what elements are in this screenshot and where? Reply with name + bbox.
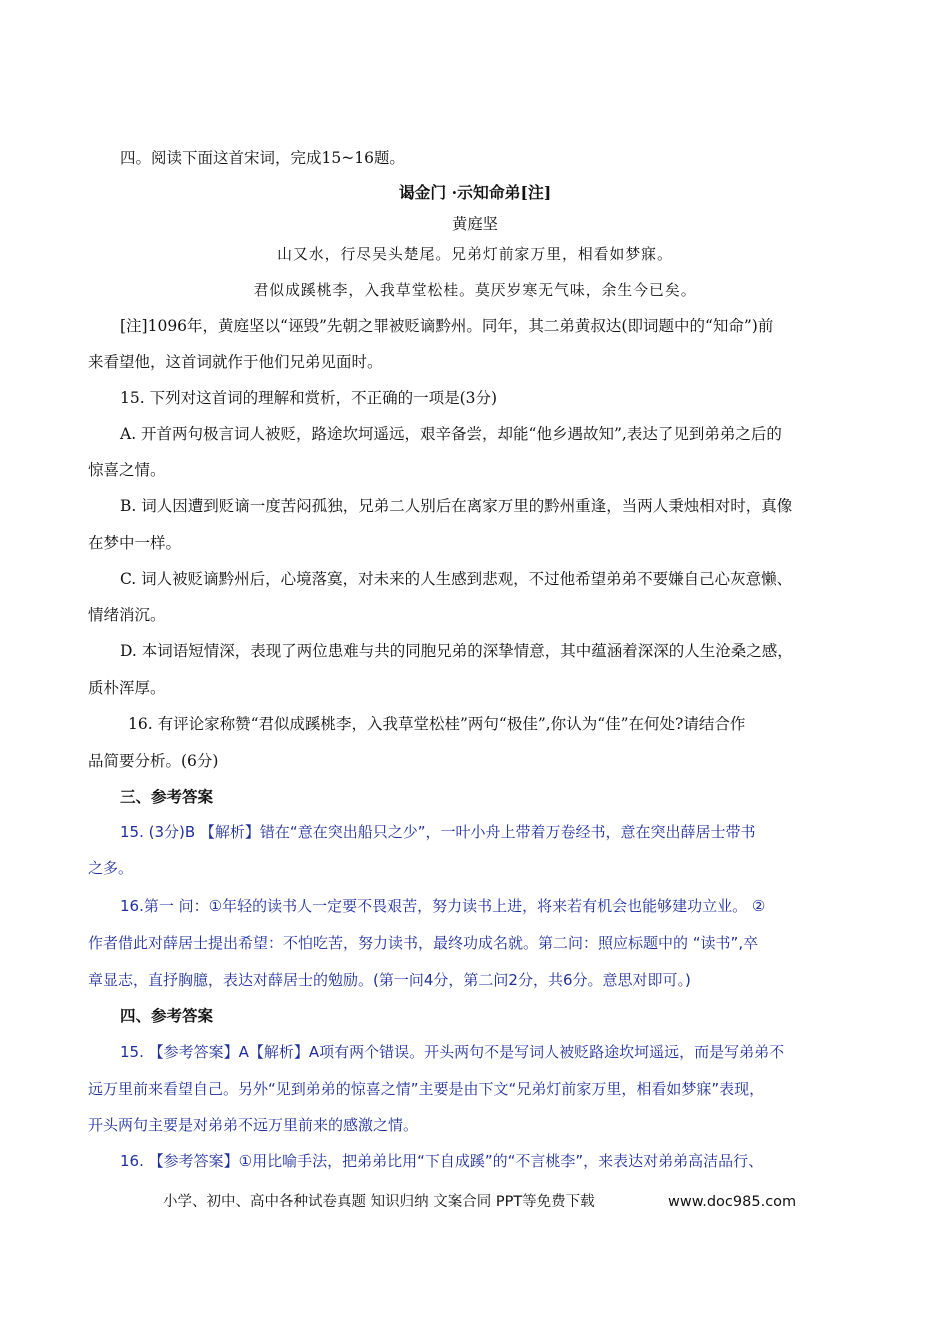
poem-author: 黄庭坚 (451, 215, 498, 233)
answer-3-15-line-1: 15. (3分)B 【解析】错在“意在突出船只之少”，一叶小舟上带着万卷经书，意在突出薛居士带书 (120, 823, 756, 841)
answer-4-16-line-1: 16. 【参考答案】①用比喻手法，把弟弟比用“下自成蹊”的“不言桃李”，来表达对弟弟高洁品行、 (120, 1152, 764, 1170)
note-line-1: [注]1096年，黄庭坚以“诬毁”先朝之罪被贬谪黔州。同年，其二弟黄叔达(即词题中的“知命”)前 (120, 317, 774, 335)
answer-4-15-line-1: 15. 【参考答案】A【解析】A项有两个错误。开头两句不是写词人被贬路途坎坷遥远，而是写弟弟不 (120, 1043, 785, 1061)
question-16-line-1: 16. 有评论家称赞“君似成蹊桃李，入我草堂松桂”两句“极佳”,你认为“佳”在何处?请结合作 (128, 715, 746, 733)
option-d-line-1: D. 本词语短情深，表现了两位患难与共的同胞兄弟的深挚情意，其中蕴涵着深深的人生沧桑之感， (120, 642, 793, 660)
poem-line-1: 山又水，行尽吴头楚尾。兄弟灯前家万里，相看如梦寐。 (277, 245, 673, 263)
answers-3-heading: 三、参考答案 (120, 787, 214, 806)
answer-3-16-line-3: 章显志，直抒胸臆，表达对薛居士的勉励。(第一问4分，第二问2分，共6分。意思对即可。) (88, 971, 691, 989)
answer-3-16-line-1: 16.第一 问：①年轻的读书人一定要不畏艰苦，努力读书上进，将来若有机会也能够建功立业。 ② (120, 897, 766, 915)
option-c-line-2: 情绪消沉。 (88, 606, 166, 624)
section-intro: 四。阅读下面这首宋词，完成15~16题。 (120, 149, 405, 167)
answers-4-heading: 四、参考答案 (120, 1006, 214, 1025)
footer-text: 小学、初中、高中各种试卷真题 知识归纳 文案合同 PPT等免费下载 (163, 1194, 595, 1210)
option-d-line-2: 质朴浑厚。 (88, 679, 166, 697)
poem-line-2: 君似成蹊桃李，入我草堂松桂。莫厌岁寒无气味，余生今已矣。 (253, 281, 697, 299)
option-a-line-1: A. 开首两句极言词人被贬，路途坎坷遥远，艰辛备尝，却能“他乡遇故知”,表达了见到弟弟之后的 (120, 425, 782, 443)
option-b-line-2: 在梦中一样。 (88, 534, 182, 552)
answer-4-15-line-3: 开头两句主要是对弟弟不远万里前来的感激之情。 (88, 1116, 419, 1134)
question-16-line-2: 品简要分析。(6分) (88, 752, 219, 770)
answer-4-15-line-2: 远万里前来看望自己。另外“见到弟弟的惊喜之情”主要是由下文“兄弟灯前家万里，相看如梦寐”表现， (88, 1080, 765, 1098)
answer-3-15-line-2: 之多。 (88, 859, 134, 877)
option-a-line-2: 惊喜之情。 (88, 461, 166, 479)
poem-title: 谒金门 ·示知命弟[注] (398, 183, 552, 202)
question-15-stem: 15. 下列对这首词的理解和赏析，不正确的一项是(3分) (120, 389, 498, 407)
answer-3-16-line-2: 作者借此对薛居士提出希望：不怕吃苦，努力读书，最终功成名就。第二问：照应标题中的 “读书”,卒 (88, 934, 759, 952)
option-b-line-1: B. 词人因遭到贬谪一度苦闷孤独，兄弟二人别后在离家万里的黔州重逢，当两人秉烛相对时，真像 (120, 497, 793, 515)
option-c-line-1: C. 词人被贬谪黔州后，心境落寞，对未来的人生感到悲观，不过他希望弟弟不要嫌自己心灰意懒、 (120, 570, 793, 588)
footer-url[interactable]: www.doc985.com (668, 1194, 797, 1210)
note-line-2: 来看望他，这首词就作于他们兄弟见面时。 (88, 353, 383, 371)
